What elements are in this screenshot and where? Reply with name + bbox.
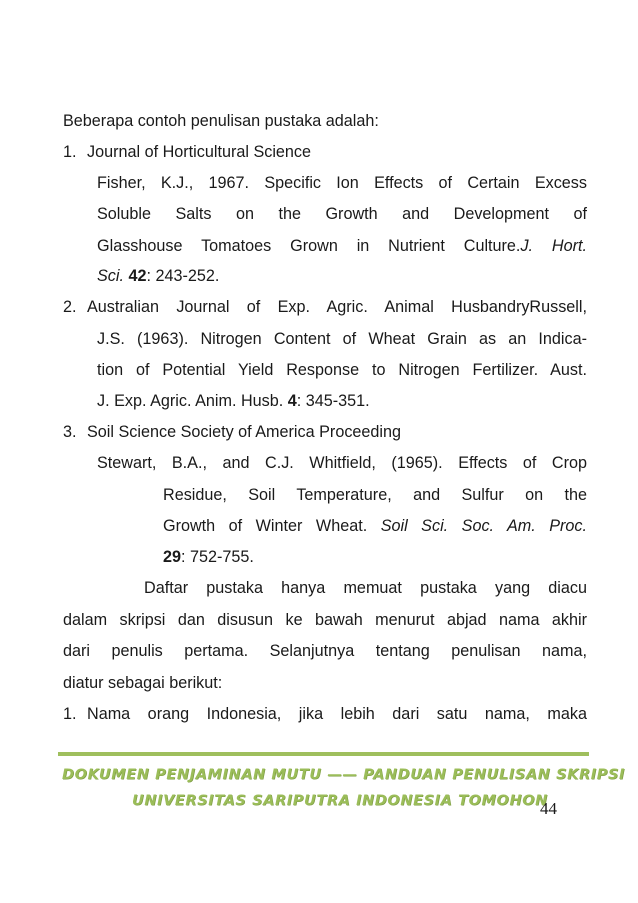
list-item-text: Nama orang Indonesia, jika lebih dari satu nama, maka: [87, 705, 587, 723]
list-item-number: 1.: [63, 143, 77, 161]
reference-heading: Journal of Horticultural Science: [87, 143, 312, 161]
footer-institution: UNIVERSITAS SARIPUTRA INDONESIA TOMOHON: [132, 793, 548, 809]
footer-title: DOKUMEN PENJAMINAN MUTU —— PANDUAN PENULISAN SKRIPSI: [62, 767, 626, 783]
paragraph-line: Daftar pustaka hanya memuat pustaka yang diacu: [144, 579, 587, 597]
paragraph-line: dari penulis pertama. Selanjutnya tentang penulisan nama,: [63, 642, 587, 660]
reference-line: Growth of Winter Wheat. Soil Sci. Soc. Am. Proc.: [163, 517, 587, 535]
reference-line: 29: 752-755.: [163, 548, 254, 566]
reference-line: Sci. 42: 243-252.: [97, 267, 220, 285]
paragraph-line: dalam skripsi dan disusun ke bawah menurut abjad nama akhir: [63, 611, 587, 629]
footer-rule: [58, 752, 589, 756]
reference-line: Fisher, K.J., 1967. Specific Ion Effects of Certain Excess: [97, 174, 587, 192]
reference-line: J. Exp. Agric. Anim. Husb. 4: 345-351.: [97, 392, 370, 410]
paragraph-line: diatur sebagai berikut:: [63, 674, 223, 692]
reference-line: tion of Potential Yield Response to Nitrogen Fertilizer. Aust.: [97, 361, 587, 379]
intro-text: Beberapa contoh penulisan pustaka adalah:: [63, 112, 379, 130]
reference-line: Glasshouse Tomatoes Grown in Nutrient Culture.J. Hort.: [97, 237, 587, 255]
reference-line: Residue, Soil Temperature, and Sulfur on the: [163, 486, 587, 504]
reference-line: J.S. (1963). Nitrogen Content of Wheat Grain as an Indica-: [97, 330, 587, 348]
page-number: 44: [540, 799, 557, 818]
reference-line: Soluble Salts on the Growth and Development of: [97, 205, 587, 223]
reference-line: Stewart, B.A., and C.J. Whitfield, (1965). Effects of Crop: [97, 454, 587, 472]
list-item-number: 2.: [63, 298, 77, 316]
list-item-number: 1.: [63, 705, 77, 723]
reference-heading: Soil Science Society of America Proceeding: [87, 423, 402, 441]
list-item-number: 3.: [63, 423, 77, 441]
reference-heading: Australian Journal of Exp. Agric. Animal HusbandryRussell,: [87, 298, 587, 316]
